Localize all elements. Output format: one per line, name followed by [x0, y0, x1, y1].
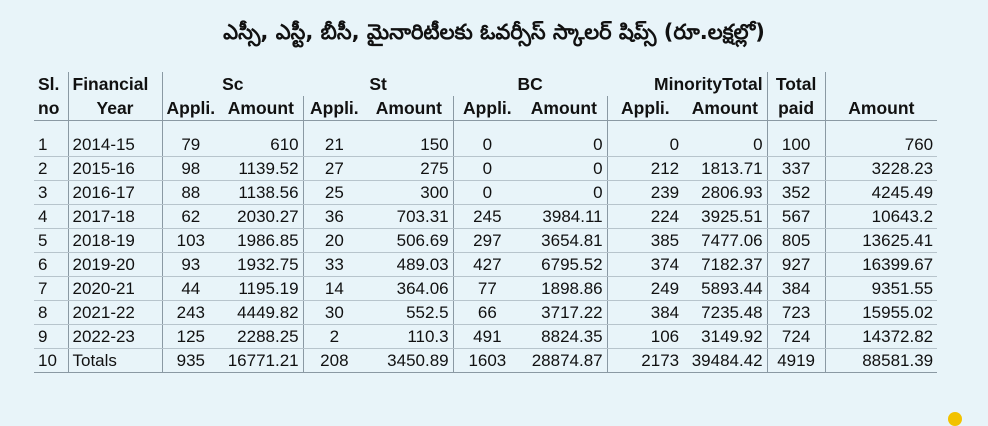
header-total-amount: Amount: [825, 96, 937, 121]
cell-year: 2018-19: [68, 229, 162, 253]
cell-bc-appli: 66: [453, 301, 521, 325]
header-bc-appli: Appli.: [453, 96, 521, 121]
cell-sc-appli: 243: [162, 301, 219, 325]
header-total: Total: [767, 72, 825, 96]
table-row: [34, 325, 937, 349]
cell-minority-appli: 212: [607, 157, 683, 181]
table-row: [34, 157, 937, 181]
cell-sl: 1: [34, 133, 68, 157]
cell-year: 2021-22: [68, 301, 162, 325]
cell-st-amount: 3450.89: [365, 349, 453, 373]
header-sc-appli: Appli.: [162, 96, 219, 121]
cell-minority-appli: 2173: [607, 349, 683, 373]
table-row: [34, 229, 937, 253]
cell-bc-amount: 0: [521, 157, 607, 181]
cell-total-amount: 14372.82: [825, 325, 937, 349]
cell-bc-appli: 0: [453, 157, 521, 181]
cell-sc-amount: 2288.25: [219, 325, 303, 349]
cell-sl: 5: [34, 229, 68, 253]
cell-sc-amount: 2030.27: [219, 205, 303, 229]
cell-total-paid: 805: [767, 229, 825, 253]
cell-total-paid: 724: [767, 325, 825, 349]
cell-minority-appli: 106: [607, 325, 683, 349]
cell-total-amount: 16399.67: [825, 253, 937, 277]
cell-sc-appli: 125: [162, 325, 219, 349]
cell-sc-amount: 1195.19: [219, 277, 303, 301]
cell-minority-appli: 384: [607, 301, 683, 325]
cell-sc-amount: 1932.75: [219, 253, 303, 277]
header-year: Year: [68, 96, 162, 121]
cell-sc-appli: 88: [162, 181, 219, 205]
header-st-amount: Amount: [365, 96, 453, 121]
cell-sc-amount: 1138.56: [219, 181, 303, 205]
cell-bc-amount: 3717.22: [521, 301, 607, 325]
cell-sl: 2: [34, 157, 68, 181]
corner-dot-icon: [948, 412, 962, 426]
cell-total-paid: 567: [767, 205, 825, 229]
table-row: [34, 205, 937, 229]
cell-sc-appli: 935: [162, 349, 219, 373]
header-row-columns: [34, 96, 937, 121]
cell-minority-amount: 5893.44: [683, 277, 767, 301]
cell-bc-amount: 3654.81: [521, 229, 607, 253]
cell-minority-amount: 7477.06: [683, 229, 767, 253]
cell-bc-appli: 77: [453, 277, 521, 301]
cell-sc-amount: 1139.52: [219, 157, 303, 181]
cell-year: 2019-20: [68, 253, 162, 277]
header-no: no: [34, 96, 68, 121]
cell-total-amount: 760: [825, 133, 937, 157]
cell-minority-amount: 1813.71: [683, 157, 767, 181]
cell-bc-amount: 3984.11: [521, 205, 607, 229]
cell-st-amount: 150: [365, 133, 453, 157]
cell-year: 2015-16: [68, 157, 162, 181]
header-minority-total: MinorityTotal: [654, 73, 763, 94]
cell-bc-amount: 0: [521, 133, 607, 157]
cell-sc-appli: 93: [162, 253, 219, 277]
cell-minority-amount: 0: [683, 133, 767, 157]
cell-year: 2022-23: [68, 325, 162, 349]
cell-sl: 9: [34, 325, 68, 349]
table-row: [34, 253, 937, 277]
cell-bc-amount: 8824.35: [521, 325, 607, 349]
cell-sl: 7: [34, 277, 68, 301]
cell-st-amount: 110.3: [365, 325, 453, 349]
cell-sc-amount: 1986.85: [219, 229, 303, 253]
cell-bc-amount: 0: [521, 181, 607, 205]
cell-st-appli: 36: [303, 205, 365, 229]
table-row: [34, 277, 937, 301]
cell-sl: 4: [34, 205, 68, 229]
cell-minority-appli: 385: [607, 229, 683, 253]
header-financial: Financial: [68, 72, 162, 96]
scholarship-table: [34, 72, 937, 373]
cell-bc-appli: 427: [453, 253, 521, 277]
header-blank: [825, 72, 937, 96]
cell-total-amount: 13625.41: [825, 229, 937, 253]
cell-total-paid: 4919: [767, 349, 825, 373]
header-sl: Sl.: [38, 73, 60, 94]
cell-st-appli: 25: [303, 181, 365, 205]
cell-total-amount: 10643.2: [825, 205, 937, 229]
cell-total-amount: 88581.39: [825, 349, 937, 373]
cell-st-amount: 703.31: [365, 205, 453, 229]
cell-total-paid: 723: [767, 301, 825, 325]
header-sc: Sc: [162, 72, 303, 96]
cell-minority-appli: 0: [607, 133, 683, 157]
cell-sl: 3: [34, 181, 68, 205]
cell-sl: 6: [34, 253, 68, 277]
cell-st-appli: 27: [303, 157, 365, 181]
cell-st-amount: 275: [365, 157, 453, 181]
header-minority-amount: Amount: [683, 96, 767, 121]
cell-total-paid: 352: [767, 181, 825, 205]
cell-total-paid: 100: [767, 133, 825, 157]
cell-st-appli: 21: [303, 133, 365, 157]
cell-bc-amount: 6795.52: [521, 253, 607, 277]
cell-sc-appli: 98: [162, 157, 219, 181]
header-row-groups: [34, 72, 937, 96]
header-total-paid: paid: [767, 96, 825, 121]
cell-sc-appli: 62: [162, 205, 219, 229]
table-row: [34, 133, 937, 157]
cell-total-amount: 9351.55: [825, 277, 937, 301]
cell-minority-amount: 3925.51: [683, 205, 767, 229]
cell-total-amount: 15955.02: [825, 301, 937, 325]
header-bc: BC: [517, 73, 543, 94]
cell-year: 2020-21: [68, 277, 162, 301]
cell-minority-appli: 249: [607, 277, 683, 301]
cell-total-paid: 927: [767, 253, 825, 277]
cell-bc-appli: 0: [453, 133, 521, 157]
cell-sc-appli: 44: [162, 277, 219, 301]
cell-bc-appli: 0: [453, 181, 521, 205]
cell-year: 2017-18: [68, 205, 162, 229]
cell-st-appli: 30: [303, 301, 365, 325]
cell-total-amount: 3228.23: [825, 157, 937, 181]
cell-st-appli: 208: [303, 349, 365, 373]
cell-total-amount: 4245.49: [825, 181, 937, 205]
header-bc-amount: Amount: [521, 96, 607, 121]
cell-year: Totals: [68, 349, 162, 373]
cell-minority-amount: 7182.37: [683, 253, 767, 277]
cell-sc-amount: 4449.82: [219, 301, 303, 325]
cell-st-amount: 552.5: [365, 301, 453, 325]
header-minority-appli: Appli.: [607, 96, 683, 121]
cell-sl: 8: [34, 301, 68, 325]
cell-minority-amount: 2806.93: [683, 181, 767, 205]
cell-st-appli: 20: [303, 229, 365, 253]
cell-sc-amount: 610: [219, 133, 303, 157]
cell-minority-amount: 7235.48: [683, 301, 767, 325]
cell-year: 2014-15: [68, 133, 162, 157]
cell-minority-amount: 3149.92: [683, 325, 767, 349]
cell-sc-amount: 16771.21: [219, 349, 303, 373]
cell-minority-appli: 374: [607, 253, 683, 277]
cell-st-amount: 300: [365, 181, 453, 205]
cell-total-paid: 337: [767, 157, 825, 181]
header-st-appli: Appli.: [303, 96, 365, 121]
table-row: [34, 301, 937, 325]
cell-minority-appli: 239: [607, 181, 683, 205]
table-row: [34, 181, 937, 205]
header-st: St: [369, 73, 387, 94]
cell-st-appli: 33: [303, 253, 365, 277]
cell-minority-appli: 224: [607, 205, 683, 229]
cell-sl: 10: [34, 349, 68, 373]
cell-year: 2016-17: [68, 181, 162, 205]
cell-sc-appli: 79: [162, 133, 219, 157]
cell-st-appli: 14: [303, 277, 365, 301]
cell-bc-appli: 491: [453, 325, 521, 349]
cell-bc-appli: 1603: [453, 349, 521, 373]
header-sc-amount: Amount: [219, 96, 303, 121]
cell-bc-appli: 297: [453, 229, 521, 253]
cell-st-amount: 489.03: [365, 253, 453, 277]
cell-st-amount: 506.69: [365, 229, 453, 253]
cell-minority-amount: 39484.42: [683, 349, 767, 373]
page-title: ఎస్సీ, ఎస్టీ, బీసీ, మైనారిటీలకు ఓవర్సీస్ స్కాలర్ షిప్స్ (రూ.లక్షల్లో): [223, 20, 765, 44]
cell-bc-amount: 28874.87: [521, 349, 607, 373]
cell-st-appli: 2: [303, 325, 365, 349]
cell-total-paid: 384: [767, 277, 825, 301]
cell-sc-appli: 103: [162, 229, 219, 253]
totals-row: [34, 349, 937, 373]
cell-st-amount: 364.06: [365, 277, 453, 301]
cell-bc-appli: 245: [453, 205, 521, 229]
cell-bc-amount: 1898.86: [521, 277, 607, 301]
